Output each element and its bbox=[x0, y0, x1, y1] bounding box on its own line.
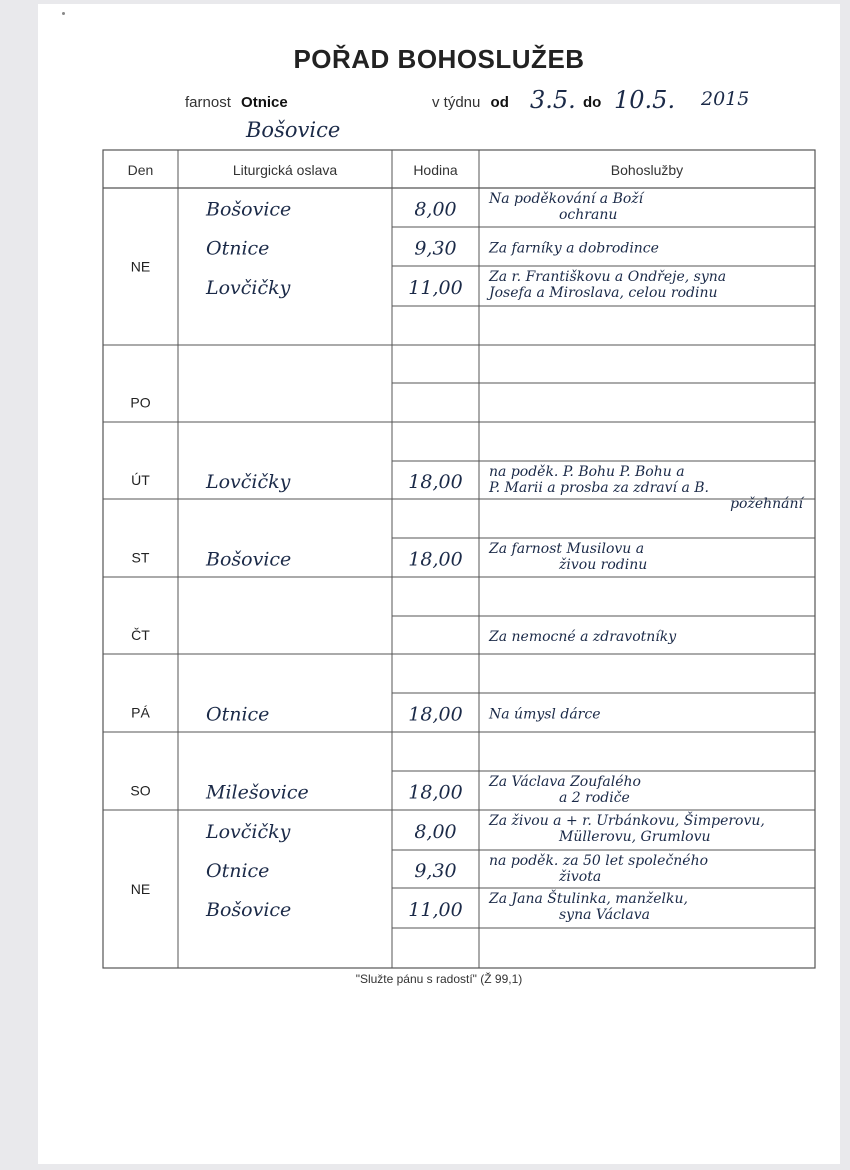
mass-intention: Za živou a + r. Urbánkovu, Šimperovu, bbox=[489, 813, 765, 829]
mass-intention: Za farnost Musilovu a bbox=[489, 541, 645, 557]
service-time: 11,00 bbox=[408, 899, 463, 921]
parish-name: Otnice bbox=[241, 94, 288, 111]
mass-intention: Za r. Františkovu a Ondřeje, syna bbox=[489, 269, 727, 285]
mass-intention: a 2 rodiče bbox=[559, 790, 630, 806]
mass-intention: Müllerovu, Grumlovu bbox=[559, 829, 711, 845]
service-time: 18,00 bbox=[408, 781, 463, 804]
place-name: Lovčičky bbox=[206, 821, 291, 843]
from-date: 3.5. bbox=[530, 86, 576, 114]
parish-label: farnost bbox=[185, 94, 231, 111]
mass-intention: syna Václava bbox=[559, 907, 650, 923]
day-label: SO bbox=[130, 782, 151, 799]
scan-speck bbox=[62, 12, 65, 15]
mass-intention: života bbox=[559, 869, 602, 885]
day-label: ÚT bbox=[131, 472, 150, 488]
mass-intention: Za farníky a dobrodince bbox=[489, 240, 659, 257]
footer-quote: "Služte pánu s radostí" (Ž 99,1) bbox=[355, 972, 523, 986]
mass-intention: živou rodinu bbox=[559, 557, 648, 573]
place-name: Lovčičky bbox=[206, 277, 291, 299]
mass-intention: ochranu bbox=[559, 207, 618, 223]
header-oslava: Liturgická oslava bbox=[232, 162, 338, 178]
place-name: Bošovice bbox=[206, 548, 292, 571]
service-time: 18,00 bbox=[408, 471, 463, 493]
service-time: 9,30 bbox=[414, 860, 457, 882]
mass-intention: Za nemocné a zdravotníky bbox=[489, 629, 677, 645]
page-title: POŘAD BOHOSLUŽEB bbox=[293, 44, 585, 74]
schedule-table bbox=[38, 4, 840, 1164]
from-label: od bbox=[490, 94, 509, 111]
service-time: 18,00 bbox=[408, 548, 463, 571]
schedule-sheet bbox=[38, 4, 840, 1164]
place-name: Bošovice bbox=[206, 198, 292, 221]
day-label: NE bbox=[130, 881, 151, 897]
service-time: 18,00 bbox=[408, 703, 463, 726]
day-label: PO bbox=[130, 394, 151, 411]
place-name: Otnice bbox=[206, 860, 270, 882]
day-label: NE bbox=[130, 258, 151, 275]
to-date: 10.5. bbox=[614, 86, 676, 114]
parish-handwritten: Bošovice bbox=[246, 118, 341, 142]
service-time: 8,00 bbox=[414, 821, 457, 843]
header-den: Den bbox=[127, 162, 154, 178]
mass-intention: Za Václava Zoufalého bbox=[489, 774, 641, 790]
mass-intention: požehnání bbox=[730, 496, 803, 512]
place-name: Milešovice bbox=[206, 781, 309, 804]
day-label: ČT bbox=[131, 627, 150, 643]
mass-intention: P. Marii a prosba za zdraví a B. bbox=[489, 480, 710, 496]
mass-intention: Josefa a Miroslava, celou rodinu bbox=[489, 285, 718, 301]
service-time: 9,30 bbox=[414, 237, 457, 260]
place-name: Otnice bbox=[206, 703, 270, 726]
year: 2015 bbox=[701, 88, 750, 110]
mass-intention: na poděk. za 50 let společného bbox=[489, 853, 709, 869]
mass-intention: Na poděkování a Boží bbox=[489, 191, 644, 207]
week-label: v týdnu bbox=[432, 94, 481, 111]
mass-intention: Na úmysl dárce bbox=[489, 706, 601, 723]
mass-intention: na poděk. P. Bohu P. Bohu a bbox=[489, 464, 685, 480]
place-name: Otnice bbox=[206, 237, 270, 260]
service-time: 11,00 bbox=[408, 277, 463, 299]
place-name: Lovčičky bbox=[206, 471, 291, 493]
day-label: PÁ bbox=[131, 704, 150, 721]
header-bohosluzby: Bohoslužby bbox=[610, 162, 684, 178]
place-name: Bošovice bbox=[206, 899, 292, 921]
mass-intention: Za Jana Štulinka, manželku, bbox=[489, 891, 688, 907]
service-time: 8,00 bbox=[414, 198, 457, 221]
header-hodina: Hodina bbox=[413, 162, 458, 178]
to-label: do bbox=[583, 94, 602, 111]
day-label: ST bbox=[131, 549, 150, 566]
